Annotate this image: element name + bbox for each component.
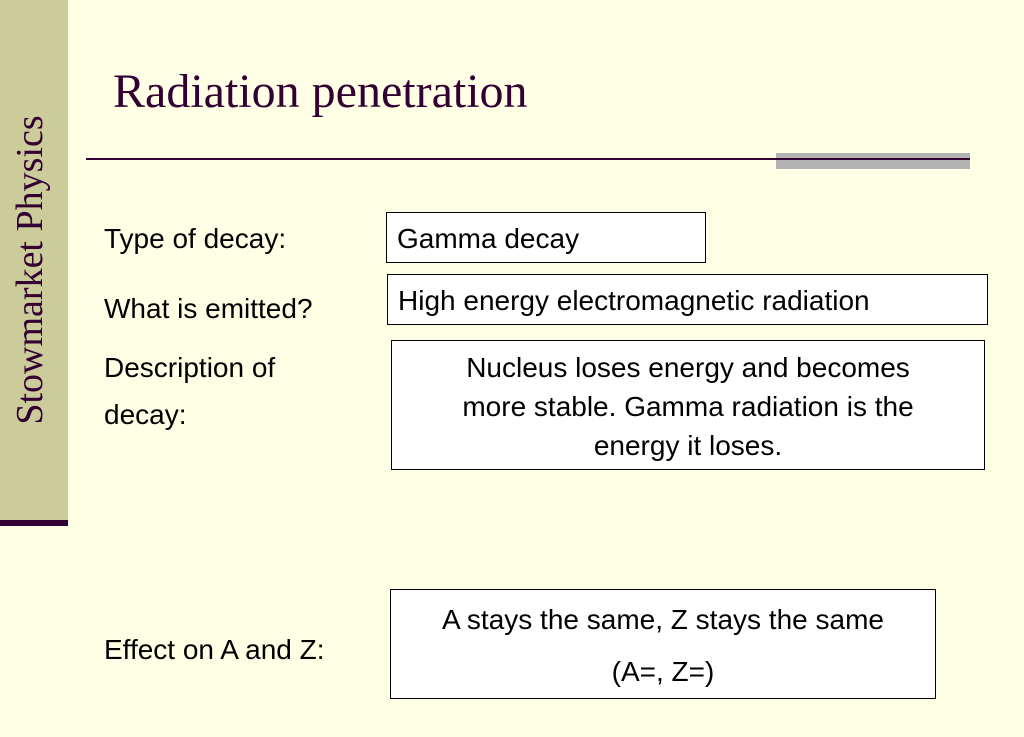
description-value-line3: energy it loses. bbox=[593, 430, 783, 461]
effect-value-line2: (A=, Z=) bbox=[611, 656, 715, 687]
type-of-decay-value: Gamma decay bbox=[397, 223, 580, 254]
description-label-line1: Description of bbox=[104, 352, 276, 383]
description-value-line1: Nucleus loses energy and becomes bbox=[466, 352, 910, 383]
what-is-emitted-box bbox=[387, 274, 988, 325]
effect-label: Effect on A and Z: bbox=[104, 634, 325, 665]
description-value-line2: more stable. Gamma radiation is the bbox=[462, 391, 914, 422]
what-is-emitted-label: What is emitted? bbox=[104, 293, 313, 324]
type-of-decay-box bbox=[386, 212, 706, 263]
type-of-decay-label: Type of decay: bbox=[104, 223, 287, 254]
page-title: Radiation penetration bbox=[113, 65, 528, 118]
title-divider-accent-line bbox=[776, 158, 970, 160]
title-divider-accent bbox=[776, 153, 970, 169]
what-is-emitted-value: High energy electromagnetic radiation bbox=[398, 285, 870, 316]
description-label-line2: decay: bbox=[104, 399, 187, 430]
sidebar-label: Stowmarket Physics bbox=[9, 115, 51, 425]
effect-box bbox=[390, 589, 936, 699]
effect-value-line1: A stays the same, Z stays the same bbox=[442, 604, 884, 635]
sidebar-accent-bar bbox=[0, 520, 68, 526]
description-box bbox=[391, 340, 985, 470]
